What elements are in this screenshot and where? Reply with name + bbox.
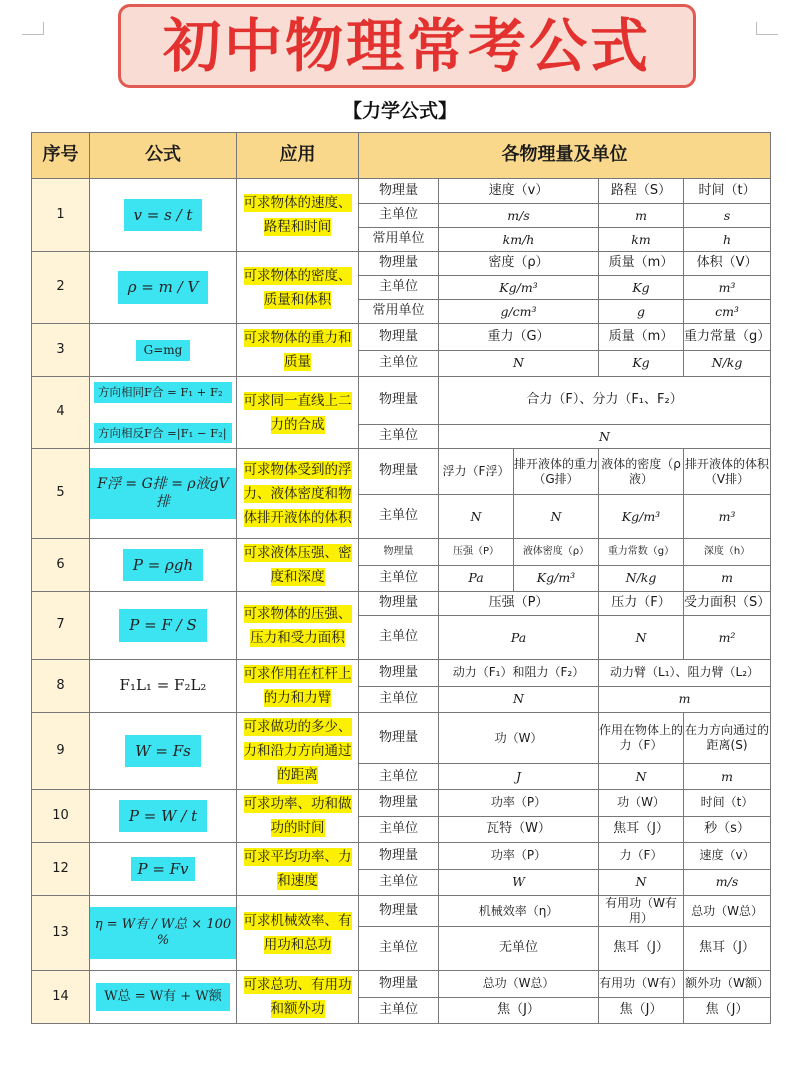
unit-cell: s <box>684 204 771 228</box>
unit-cell: N/kg <box>599 565 684 592</box>
unit-cell: h <box>684 228 771 252</box>
row-number: 14 <box>32 971 90 1024</box>
formula-box: P = ρgh <box>123 549 203 582</box>
unit-cell: 瓦特（W） <box>439 816 599 843</box>
application-cell <box>237 896 359 971</box>
unit-cell: km <box>599 228 684 252</box>
unit-cell: m <box>599 204 684 228</box>
main-unit-label: 主单位 <box>359 276 439 300</box>
quantity-label: 物理量 <box>359 592 439 616</box>
quantity-cell: 受力面积（S） <box>684 592 771 616</box>
quantity-cell: 重力常数（g） <box>599 539 684 566</box>
table-row <box>32 377 771 425</box>
application-cell <box>237 449 359 539</box>
unit-cell: 焦耳（J） <box>599 816 684 843</box>
table-row <box>32 179 771 204</box>
unit-cell: N <box>439 350 599 377</box>
quantity-cell: 排开液体的体积（V排） <box>684 449 771 495</box>
quantity-label: 物理量 <box>359 539 439 566</box>
row-number: 3 <box>32 324 90 377</box>
main-unit-label: 主单位 <box>359 764 439 790</box>
main-unit-label: 主单位 <box>359 816 439 843</box>
quantity-label: 物理量 <box>359 179 439 204</box>
formula-cell <box>90 539 237 592</box>
page-title: 初中物理常考公式 <box>162 12 651 80</box>
quantity-cell: 机械效率（η） <box>439 896 599 927</box>
quantity-label: 物理量 <box>359 971 439 998</box>
formula-box: W总 = W有 + W额 <box>96 983 229 1011</box>
quantity-cell: 动力臂（L₁）、阻力臂（L₂） <box>599 660 771 687</box>
unit-cell: N <box>599 616 684 660</box>
unit-cell: Kg/m³ <box>599 495 684 539</box>
table-row <box>32 896 771 927</box>
quantity-cell: 功（W） <box>599 790 684 817</box>
formula-cell <box>90 713 237 790</box>
row-number: 10 <box>32 790 90 843</box>
main-unit-label: 主单位 <box>359 565 439 592</box>
corner-mark-right-vertical <box>756 22 757 35</box>
main-unit-label: 主单位 <box>359 997 439 1024</box>
formula-cell <box>90 790 237 843</box>
formula-cell <box>90 324 237 377</box>
unit-cell: N <box>439 425 771 449</box>
table-row <box>32 592 771 616</box>
quantity-cell: 压强（P） <box>439 539 514 566</box>
table-row <box>32 971 771 998</box>
unit-cell: Kg/m³ <box>514 565 599 592</box>
unit-cell: Pa <box>439 616 599 660</box>
table-row <box>32 843 771 870</box>
table-row <box>32 660 771 687</box>
table-row <box>32 790 771 817</box>
quantity-cell: 质量（m） <box>599 252 684 276</box>
row-number: 1 <box>32 179 90 252</box>
table-row <box>32 324 771 351</box>
formula-box: v = s / t <box>124 199 203 232</box>
main-unit-label: 主单位 <box>359 927 439 971</box>
formula-box: P = W / t <box>119 800 207 833</box>
unit-cell: cm³ <box>684 300 771 324</box>
quantity-cell: 额外功（W额） <box>684 971 771 998</box>
quantity-cell: 作用在物体上的力（F） <box>599 713 684 764</box>
table-row <box>32 449 771 495</box>
quantity-cell: 功（W） <box>439 713 599 764</box>
table-row <box>32 713 771 764</box>
quantity-cell: 排开液体的重力（G排） <box>514 449 599 495</box>
main-unit-label: 主单位 <box>359 350 439 377</box>
unit-cell: g/cm³ <box>439 300 599 324</box>
formula-cell <box>90 377 237 449</box>
unit-cell: m/s <box>439 204 599 228</box>
quantity-label: 物理量 <box>359 660 439 687</box>
row-number: 6 <box>32 539 90 592</box>
quantity-cell: 功率（P） <box>439 843 599 870</box>
unit-cell: 焦（J） <box>439 997 599 1024</box>
unit-cell: J <box>439 764 599 790</box>
unit-cell: 秒（s） <box>684 816 771 843</box>
application-cell <box>237 971 359 1024</box>
unit-cell: N <box>439 686 599 713</box>
application-text: 可求功率、功和做功的时间 <box>243 796 352 836</box>
quantity-label: 物理量 <box>359 713 439 764</box>
quantity-cell: 压力（F） <box>599 592 684 616</box>
corner-mark-left-vertical <box>43 22 44 35</box>
unit-cell: N/kg <box>684 350 771 377</box>
quantity-cell: 液体密度（ρ） <box>514 539 599 566</box>
unit-cell: km/h <box>439 228 599 252</box>
quantity-label: 物理量 <box>359 449 439 495</box>
quantity-cell: 有用功（W有用） <box>599 896 684 927</box>
formula-box: P = Fv <box>131 857 194 882</box>
application-text: 可求作用在杠杆上的力和力臂 <box>243 666 352 706</box>
unit-cell: m <box>599 686 771 713</box>
unit-cell: N <box>599 764 684 790</box>
quantity-cell: 时间（t） <box>684 179 771 204</box>
corner-mark-right <box>756 34 778 35</box>
application-text: 可求总功、有用功和额外功 <box>243 977 352 1017</box>
quantity-cell: 时间（t） <box>684 790 771 817</box>
quantity-cell: 重力常量（g） <box>684 324 771 351</box>
application-text: 可求液体压强、密度和深度 <box>243 545 352 585</box>
application-text: 可求物体的重力和质量 <box>243 330 352 370</box>
unit-cell: g <box>599 300 684 324</box>
section-subtitle: 【力学公式】 <box>342 100 457 122</box>
header-no: 序号 <box>32 133 90 179</box>
quantity-label: 物理量 <box>359 252 439 276</box>
unit-cell: Kg <box>599 350 684 377</box>
quantity-label: 物理量 <box>359 377 439 425</box>
row-number: 5 <box>32 449 90 539</box>
quantity-cell: 在力方向通过的距离(S) <box>684 713 771 764</box>
header-formula: 公式 <box>90 133 237 179</box>
formula-box-opposite-direction: 方向相反F合 =|F₁ − F₂| <box>94 423 232 443</box>
quantity-cell: 密度（ρ） <box>439 252 599 276</box>
quantity-cell: 总功（W总） <box>684 896 771 927</box>
quantity-cell: 重力（G） <box>439 324 599 351</box>
main-unit-label: 主单位 <box>359 869 439 896</box>
quantity-cell: 质量（m） <box>599 324 684 351</box>
unit-cell: N <box>439 495 514 539</box>
quantity-cell: 功率（P） <box>439 790 599 817</box>
formula-cell <box>90 592 237 660</box>
unit-cell: m/s <box>684 869 771 896</box>
quantity-cell: 浮力（F浮） <box>439 449 514 495</box>
quantity-cell: 力（F） <box>599 843 684 870</box>
unit-cell: 焦（J） <box>684 997 771 1024</box>
unit-cell: m³ <box>684 495 771 539</box>
formula-box: P = F / S <box>119 609 206 642</box>
application-text: 可求做功的多少、力和沿力方向通过的距离 <box>243 719 352 783</box>
unit-cell: 焦耳（J） <box>684 927 771 971</box>
unit-cell: N <box>514 495 599 539</box>
application-text: 可求物体受到的浮力、液体密度和物体排开液体的体积 <box>243 461 352 526</box>
application-cell <box>237 660 359 713</box>
row-number: 4 <box>32 377 90 449</box>
application-text: 可求物体的速度、路程和时间 <box>243 195 352 235</box>
unit-cell: 无单位 <box>439 927 599 971</box>
main-unit-label: 主单位 <box>359 204 439 228</box>
quantity-cell: 深度（h） <box>684 539 771 566</box>
application-text: 可求同一直线上二力的合成 <box>243 392 352 433</box>
formula-cell <box>90 660 237 713</box>
application-text: 可求物体的压强、压力和受力面积 <box>243 605 352 646</box>
unit-cell: Kg/m³ <box>439 276 599 300</box>
quantity-cell: 有用功（W有） <box>599 971 684 998</box>
formula-cell <box>90 843 237 896</box>
unit-cell: m² <box>684 616 771 660</box>
unit-cell: 焦（J） <box>599 997 684 1024</box>
formula-cell <box>90 896 237 971</box>
unit-cell: N <box>599 869 684 896</box>
table-row <box>32 539 771 566</box>
application-cell <box>237 713 359 790</box>
formula-cell <box>90 252 237 324</box>
unit-cell: m <box>684 764 771 790</box>
application-cell <box>237 179 359 252</box>
row-number: 13 <box>32 896 90 971</box>
application-cell <box>237 843 359 896</box>
row-number: 7 <box>32 592 90 660</box>
header-row <box>32 133 771 179</box>
quantity-label: 物理量 <box>359 896 439 927</box>
unit-cell: W <box>439 869 599 896</box>
formula-cell <box>90 449 237 539</box>
application-cell <box>237 377 359 449</box>
formula-box: G=mg <box>136 340 191 361</box>
formula-cell <box>90 179 237 252</box>
quantity-label: 物理量 <box>359 324 439 351</box>
title-banner <box>118 4 696 88</box>
main-unit-label: 主单位 <box>359 425 439 449</box>
application-cell <box>237 790 359 843</box>
application-cell <box>237 324 359 377</box>
quantity-label: 物理量 <box>359 790 439 817</box>
formula-cell <box>90 971 237 1024</box>
header-application: 应用 <box>237 133 359 179</box>
unit-cell: Kg <box>599 276 684 300</box>
quantity-cell: 速度（v） <box>439 179 599 204</box>
application-text: 可求机械效率、有用功和总功 <box>243 913 352 953</box>
main-unit-label: 主单位 <box>359 616 439 660</box>
application-cell <box>237 252 359 324</box>
formula-box: F浮 = G排 = ρ液gV排 <box>90 468 236 519</box>
unit-cell: 焦耳（J） <box>599 927 684 971</box>
common-unit-label: 常用单位 <box>359 228 439 252</box>
formula-table <box>31 132 771 1024</box>
row-number: 2 <box>32 252 90 324</box>
main-unit-label: 主单位 <box>359 495 439 539</box>
unit-cell: Pa <box>439 565 514 592</box>
corner-mark-left <box>22 34 44 35</box>
unit-cell: m³ <box>684 276 771 300</box>
formula-text: F₁L₁ = F₂L₂ <box>119 676 207 695</box>
application-text: 可求平均功率、力和速度 <box>243 849 352 889</box>
formula-box-same-direction: 方向相同F合 = F₁ + F₂ <box>94 382 232 402</box>
row-number: 8 <box>32 660 90 713</box>
quantity-cell: 总功（W总） <box>439 971 599 998</box>
quantity-cell: 路程（S） <box>599 179 684 204</box>
formula-box: ρ = m / V <box>118 271 209 304</box>
quantity-cell: 体积（V） <box>684 252 771 276</box>
table-row <box>32 252 771 276</box>
formula-box: η = W有 / W总 × 100 % <box>90 907 236 960</box>
row-number: 12 <box>32 843 90 896</box>
quantity-label: 物理量 <box>359 843 439 870</box>
common-unit-label: 常用单位 <box>359 300 439 324</box>
quantity-cell: 合力（F）、分力（F₁、F₂） <box>439 377 771 425</box>
quantity-cell: 液体的密度（ρ液） <box>599 449 684 495</box>
formula-box: W = Fs <box>125 735 201 768</box>
row-number: 9 <box>32 713 90 790</box>
quantity-cell: 压强（P） <box>439 592 599 616</box>
quantity-cell: 速度（v） <box>684 843 771 870</box>
quantity-cell: 动力（F₁）和阻力（F₂） <box>439 660 599 687</box>
application-cell <box>237 592 359 660</box>
main-unit-label: 主单位 <box>359 686 439 713</box>
unit-cell: m <box>684 565 771 592</box>
header-quantities: 各物理量及单位 <box>359 133 771 179</box>
application-text: 可求物体的密度、质量和体积 <box>243 267 352 308</box>
application-cell <box>237 539 359 592</box>
